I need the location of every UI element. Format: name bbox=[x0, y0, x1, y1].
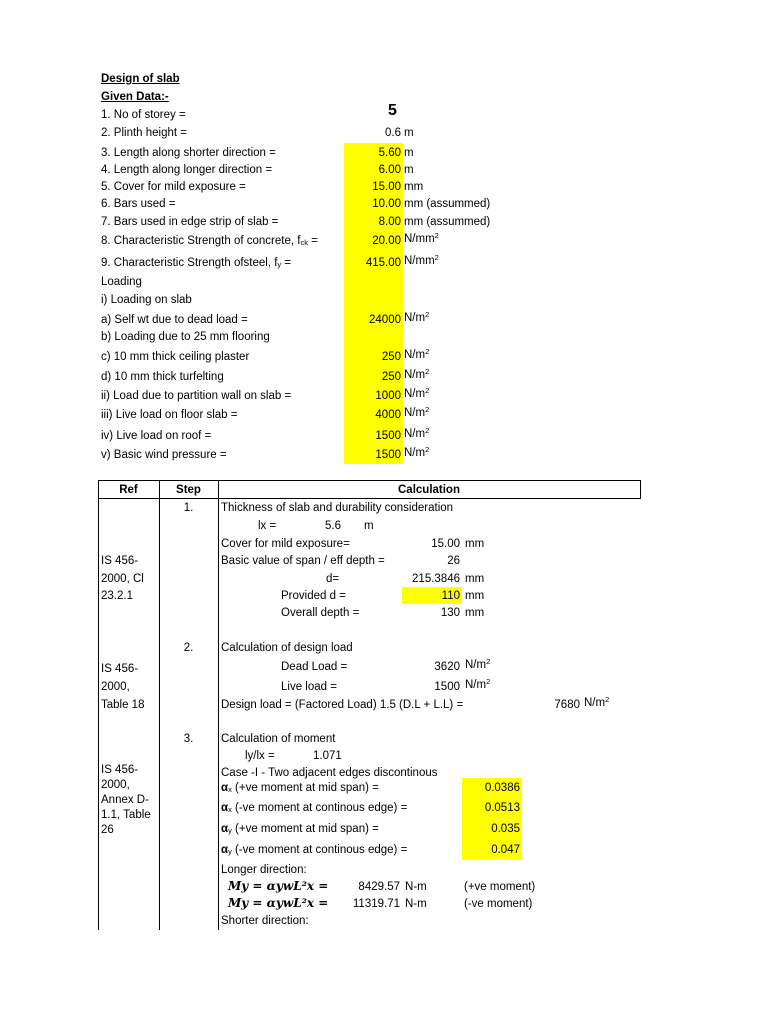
calc-label: Overall depth = bbox=[281, 607, 360, 619]
calc-unit: mm bbox=[465, 538, 485, 550]
given-value: 10.00 bbox=[372, 198, 401, 210]
given-unit: mm (assummed) bbox=[404, 198, 491, 210]
ref-text: 26 bbox=[101, 824, 114, 836]
load-value: 250 bbox=[381, 351, 401, 363]
calc-value: 5.6 bbox=[325, 520, 341, 532]
step-number: 2. bbox=[183, 642, 194, 654]
given-unit: $N/mm^2$ bbox=[404, 253, 439, 267]
ref-text: IS 456- bbox=[101, 663, 139, 675]
ref-text: 2000, bbox=[101, 681, 130, 693]
given-value: 5.60 bbox=[378, 147, 401, 159]
case-text: Case -I - Two adjacent edges discontinous bbox=[221, 767, 438, 779]
load-unit: $N/m^2$ bbox=[404, 367, 430, 381]
load-value: 1000 bbox=[375, 390, 401, 402]
given-label: 8. Characteristic Strength of concrete, $f_{ck}$ = bbox=[101, 235, 318, 247]
calc-unit: $N/m^2$ bbox=[584, 695, 610, 709]
document-title: Design of slab bbox=[101, 73, 180, 85]
storey-value: 5 bbox=[388, 102, 397, 119]
given-unit: $N/mm^2$ bbox=[404, 231, 439, 245]
load-unit: $N/m^2$ bbox=[404, 347, 430, 361]
given-value: 415.00 bbox=[365, 257, 401, 269]
load-unit: $N/m^2$ bbox=[404, 386, 430, 400]
given-label: 6. Bars used = bbox=[101, 198, 176, 210]
moment-note: (+ve moment) bbox=[464, 881, 536, 893]
load-unit: $N/m^2$ bbox=[404, 445, 430, 459]
step-title: Calculation of design load bbox=[221, 642, 353, 654]
load-unit: $N/m^2$ bbox=[404, 426, 430, 440]
given-unit: m bbox=[404, 127, 414, 139]
load-label: d) 10 mm thick turfelting bbox=[101, 371, 224, 383]
calc-unit: m bbox=[364, 520, 374, 532]
calc-value: 26 bbox=[447, 555, 460, 567]
loading-on-slab-heading: i) Loading on slab bbox=[101, 294, 192, 306]
table-col-divider bbox=[159, 480, 160, 930]
given-value: 20.00 bbox=[372, 235, 401, 247]
load-label: v) Basic wind pressure = bbox=[101, 449, 227, 461]
calc-label: Cover for mild exposure= bbox=[221, 538, 350, 550]
given-label: 4. Length along longer direction = bbox=[101, 164, 273, 176]
coeff-label: $\alpha_y$ (-ve moment at continous edge) = bbox=[221, 844, 408, 856]
header-calculation: Calculation bbox=[398, 484, 460, 496]
calc-label: Provided d = bbox=[281, 590, 346, 602]
load-unit: $N/m^2$ bbox=[404, 310, 430, 324]
ref-text: Table 18 bbox=[101, 699, 145, 711]
moment-formula: My = αywL²x = bbox=[228, 896, 329, 910]
ref-text: 2000, Cl bbox=[101, 573, 144, 585]
calc-value: 3620 bbox=[434, 661, 460, 673]
table-col-divider bbox=[218, 480, 219, 930]
ref-text: 2000, bbox=[101, 779, 130, 791]
load-label: b) Loading due to 25 mm flooring bbox=[101, 331, 270, 343]
table-top-border bbox=[98, 480, 641, 481]
coeff-value: 0.047 bbox=[491, 844, 520, 856]
calc-value: 15.00 bbox=[431, 538, 460, 550]
calc-value: 7680 bbox=[554, 699, 580, 711]
load-label: c) 10 mm thick ceiling plaster bbox=[101, 351, 250, 363]
coeff-value: 0.0513 bbox=[484, 802, 520, 814]
load-unit: $N/m^2$ bbox=[404, 405, 430, 419]
calc-label: d= bbox=[326, 573, 340, 585]
calc-value: 1.071 bbox=[313, 750, 342, 762]
moment-unit: N-m bbox=[405, 898, 427, 910]
calc-unit: mm bbox=[465, 573, 485, 585]
given-label: 1. No of storey = bbox=[101, 109, 186, 121]
ref-text: 23.2.1 bbox=[101, 590, 133, 602]
given-unit: mm bbox=[404, 181, 424, 193]
moment-value: 8429.57 bbox=[358, 881, 400, 893]
load-label: iii) Live load on floor slab = bbox=[101, 409, 238, 421]
calc-value: 130 bbox=[440, 607, 460, 619]
given-value: 8.00 bbox=[378, 216, 401, 228]
moment-unit: N-m bbox=[405, 881, 427, 893]
header-step: Step bbox=[176, 484, 201, 496]
table-right-border bbox=[640, 480, 641, 499]
given-unit: m bbox=[404, 147, 414, 159]
calc-unit: $N/m^2$ bbox=[465, 657, 491, 671]
step-title: Thickness of slab and durability consideration bbox=[221, 502, 454, 514]
ref-text: Annex D- bbox=[101, 794, 149, 806]
load-value: 250 bbox=[381, 371, 401, 383]
coeff-value: 0.0386 bbox=[484, 782, 520, 794]
step-title: Calculation of moment bbox=[221, 733, 336, 745]
load-label: iv) Live load on roof = bbox=[101, 430, 212, 442]
moment-note: (-ve moment) bbox=[464, 898, 533, 910]
given-unit: mm (assummed) bbox=[404, 216, 491, 228]
given-unit: m bbox=[404, 164, 414, 176]
coeff-label: $\alpha_y$ (+ve moment at mid span) = bbox=[221, 823, 379, 835]
given-label: 2. Plinth height = bbox=[101, 127, 187, 139]
coeff-label: $\alpha_x$ (-ve moment at continous edge) = bbox=[221, 802, 408, 814]
table-left-border bbox=[98, 480, 99, 930]
load-value: 4000 bbox=[375, 409, 401, 421]
direction-heading: Longer direction: bbox=[221, 864, 307, 876]
given-value: 6.00 bbox=[378, 164, 401, 176]
step-number: 3. bbox=[183, 733, 194, 745]
calc-unit: mm bbox=[465, 607, 485, 619]
given-data-heading: Given Data:- bbox=[101, 91, 169, 103]
loading-heading: Loading bbox=[101, 276, 142, 288]
given-value: 0.6 bbox=[385, 127, 401, 139]
calc-label: lx = bbox=[258, 520, 277, 532]
ref-text: IS 456- bbox=[101, 764, 139, 776]
load-value: 1500 bbox=[375, 449, 401, 461]
calc-unit: mm bbox=[465, 590, 485, 602]
given-label: 9. Characteristic Strength ofsteel, $f_y$ = bbox=[101, 257, 292, 269]
calc-label: Basic value of span / eff depth = bbox=[221, 555, 385, 567]
load-label: ii) Load due to partition wall on slab = bbox=[101, 390, 292, 402]
load-label: a) Self wt due to dead load = bbox=[101, 314, 248, 326]
direction-heading: Shorter direction: bbox=[221, 915, 309, 927]
given-label: 7. Bars used in edge strip of slab = bbox=[101, 216, 279, 228]
ref-text: IS 456- bbox=[101, 555, 139, 567]
calc-unit: $N/m^2$ bbox=[465, 677, 491, 691]
step-number: 1. bbox=[183, 502, 194, 514]
header-ref: Ref bbox=[119, 484, 138, 496]
given-label: 5. Cover for mild exposure = bbox=[101, 181, 246, 193]
coeff-label: $\alpha_x$ (+ve moment at mid span) = bbox=[221, 782, 379, 794]
calc-label: Dead Load = bbox=[281, 661, 348, 673]
calc-label: Live load = bbox=[281, 681, 337, 693]
calc-value: 1500 bbox=[434, 681, 460, 693]
table-header-border bbox=[98, 498, 641, 499]
moment-value: 11319.71 bbox=[352, 898, 400, 910]
given-value: 15.00 bbox=[372, 181, 401, 193]
load-value: 24000 bbox=[369, 314, 401, 326]
calc-value: 110 bbox=[441, 590, 460, 602]
calc-label: ly/lx = bbox=[245, 750, 275, 762]
coeff-value: 0.035 bbox=[491, 823, 520, 835]
load-value: 1500 bbox=[375, 430, 401, 442]
calc-value: 215.3846 bbox=[412, 573, 460, 585]
ref-text: 1.1, Table bbox=[101, 809, 151, 821]
calc-label: Design load = (Factored Load) 1.5 (D.L + L.L) = bbox=[221, 699, 464, 711]
moment-formula: My = αywL²x = bbox=[228, 879, 329, 893]
given-label: 3. Length along shorter direction = bbox=[101, 147, 276, 159]
